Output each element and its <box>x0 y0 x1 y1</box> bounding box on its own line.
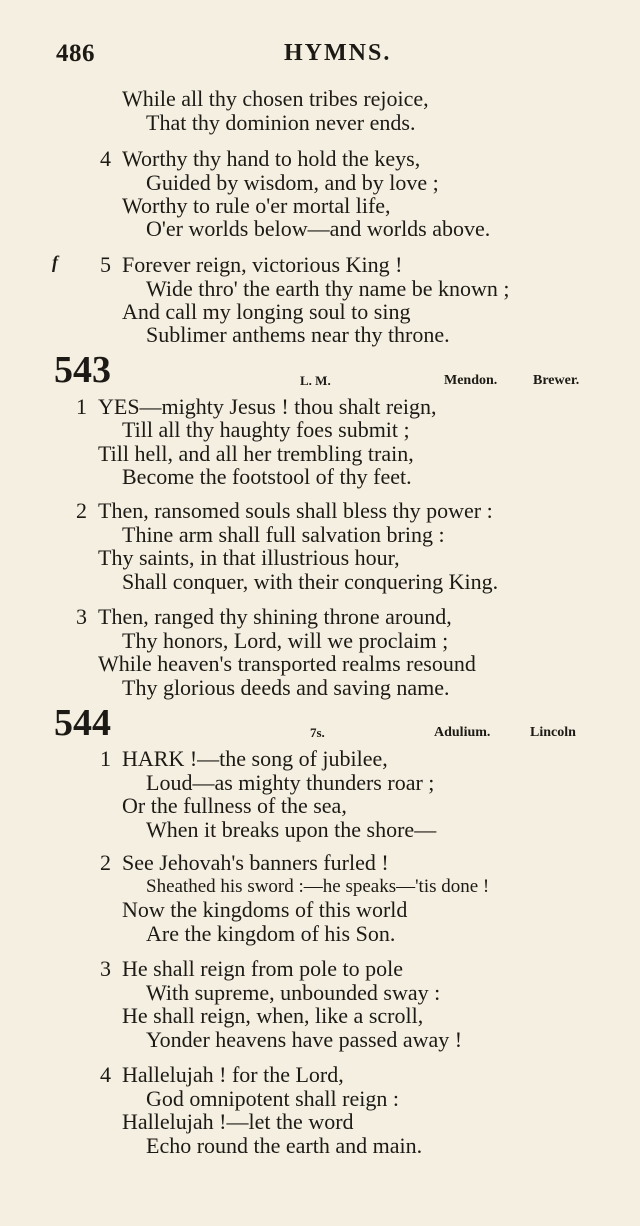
verse-line: Shall conquer, with their conquering King. <box>122 569 499 594</box>
running-title: HYMNS. <box>284 40 392 66</box>
verse-line: Now the kingdoms of this world <box>122 897 408 922</box>
verse-line: Guided by wisdom, and by love ; <box>146 170 439 195</box>
verse-line: Yonder heavens have passed away ! <box>146 1027 463 1052</box>
verse-line: Thy glorious deeds and saving name. <box>122 675 450 700</box>
verse-number: 1 <box>76 394 87 419</box>
verse-line: Wide thro' the earth thy name be known ; <box>146 276 510 301</box>
composer-name: Brewer. <box>533 373 580 388</box>
verse-line: He shall reign from pole to pole <box>122 956 404 981</box>
verse-line: God omnipotent shall reign : <box>146 1086 399 1111</box>
verse-line: And call my longing soul to sing <box>122 299 411 324</box>
verse-number: 1 <box>100 746 111 771</box>
verse-line: Thy saints, in that illustrious hour, <box>98 545 400 570</box>
verse-line: Hallelujah ! for the Lord, <box>122 1062 344 1087</box>
verse-line: Worthy thy hand to hold the keys, <box>122 146 421 171</box>
verse-number: 3 <box>76 604 87 629</box>
verse-number: 3 <box>100 956 111 981</box>
verse-line: O'er worlds below—and worlds above. <box>146 216 491 241</box>
verse-line: With supreme, unbounded sway : <box>146 980 441 1005</box>
verse-line: Become the footstool of thy feet. <box>122 464 412 489</box>
verse-line: Sublimer anthems near thy throne. <box>146 322 450 347</box>
verse-line: Till all thy haughty foes submit ; <box>122 417 410 442</box>
verse-line: Loud—as mighty thunders roar ; <box>146 770 435 795</box>
verse-number: 5 <box>100 252 111 277</box>
verse-line: Or the fullness of the sea, <box>122 793 347 818</box>
verse-line: Then, ransomed souls shall bless thy power : <box>98 498 493 523</box>
verse-line: That thy dominion never ends. <box>146 110 416 135</box>
verse-line: Thine arm shall full salvation bring : <box>122 522 445 547</box>
verse-line: Sheathed his sword :—he speaks—'tis done ! <box>146 876 490 897</box>
hymn-meter: 7s. <box>310 725 325 740</box>
verse-line: Thy honors, Lord, will we proclaim ; <box>122 628 449 653</box>
verse-line: Till hell, and all her trembling train, <box>98 441 414 466</box>
verse-line: While heaven's transported realms resound <box>98 651 476 676</box>
verse-line: Hallelujah !—let the word <box>122 1109 354 1134</box>
verse-number: 4 <box>100 1062 111 1087</box>
verse-number: 2 <box>100 850 111 875</box>
tune-name: Mendon. <box>444 373 498 388</box>
composer-name: Lincoln <box>530 725 576 740</box>
page-number: 486 <box>56 40 95 67</box>
verse-line: Worthy to rule o'er mortal life, <box>122 193 391 218</box>
verse-line: While all thy chosen tribes rejoice, <box>122 86 429 111</box>
verse-number: 2 <box>76 498 87 523</box>
verse-line: HARK !—the song of jubilee, <box>122 746 388 771</box>
dynamic-mark: f <box>52 252 58 272</box>
page-header <box>56 40 596 70</box>
tune-name: Adulium. <box>434 725 491 740</box>
verse-line: Echo round the earth and main. <box>146 1133 423 1158</box>
verse-line: Are the kingdom of his Son. <box>146 921 396 946</box>
verse-number: 4 <box>100 146 111 171</box>
verse-line: Forever reign, victorious King ! <box>122 252 403 277</box>
verse-line: YES—mighty Jesus ! thou shalt reign, <box>98 394 437 419</box>
hymn-number: 544 <box>54 702 111 744</box>
verse-line: See Jehovah's banners furled ! <box>122 850 389 875</box>
verse-line: He shall reign, when, like a scroll, <box>122 1003 424 1028</box>
hymn-number: 543 <box>54 349 111 391</box>
hymn-meter: L. M. <box>300 373 331 388</box>
verse-line: When it breaks upon the shore— <box>146 817 437 842</box>
verse-line: Then, ranged thy shining throne around, <box>98 604 452 629</box>
